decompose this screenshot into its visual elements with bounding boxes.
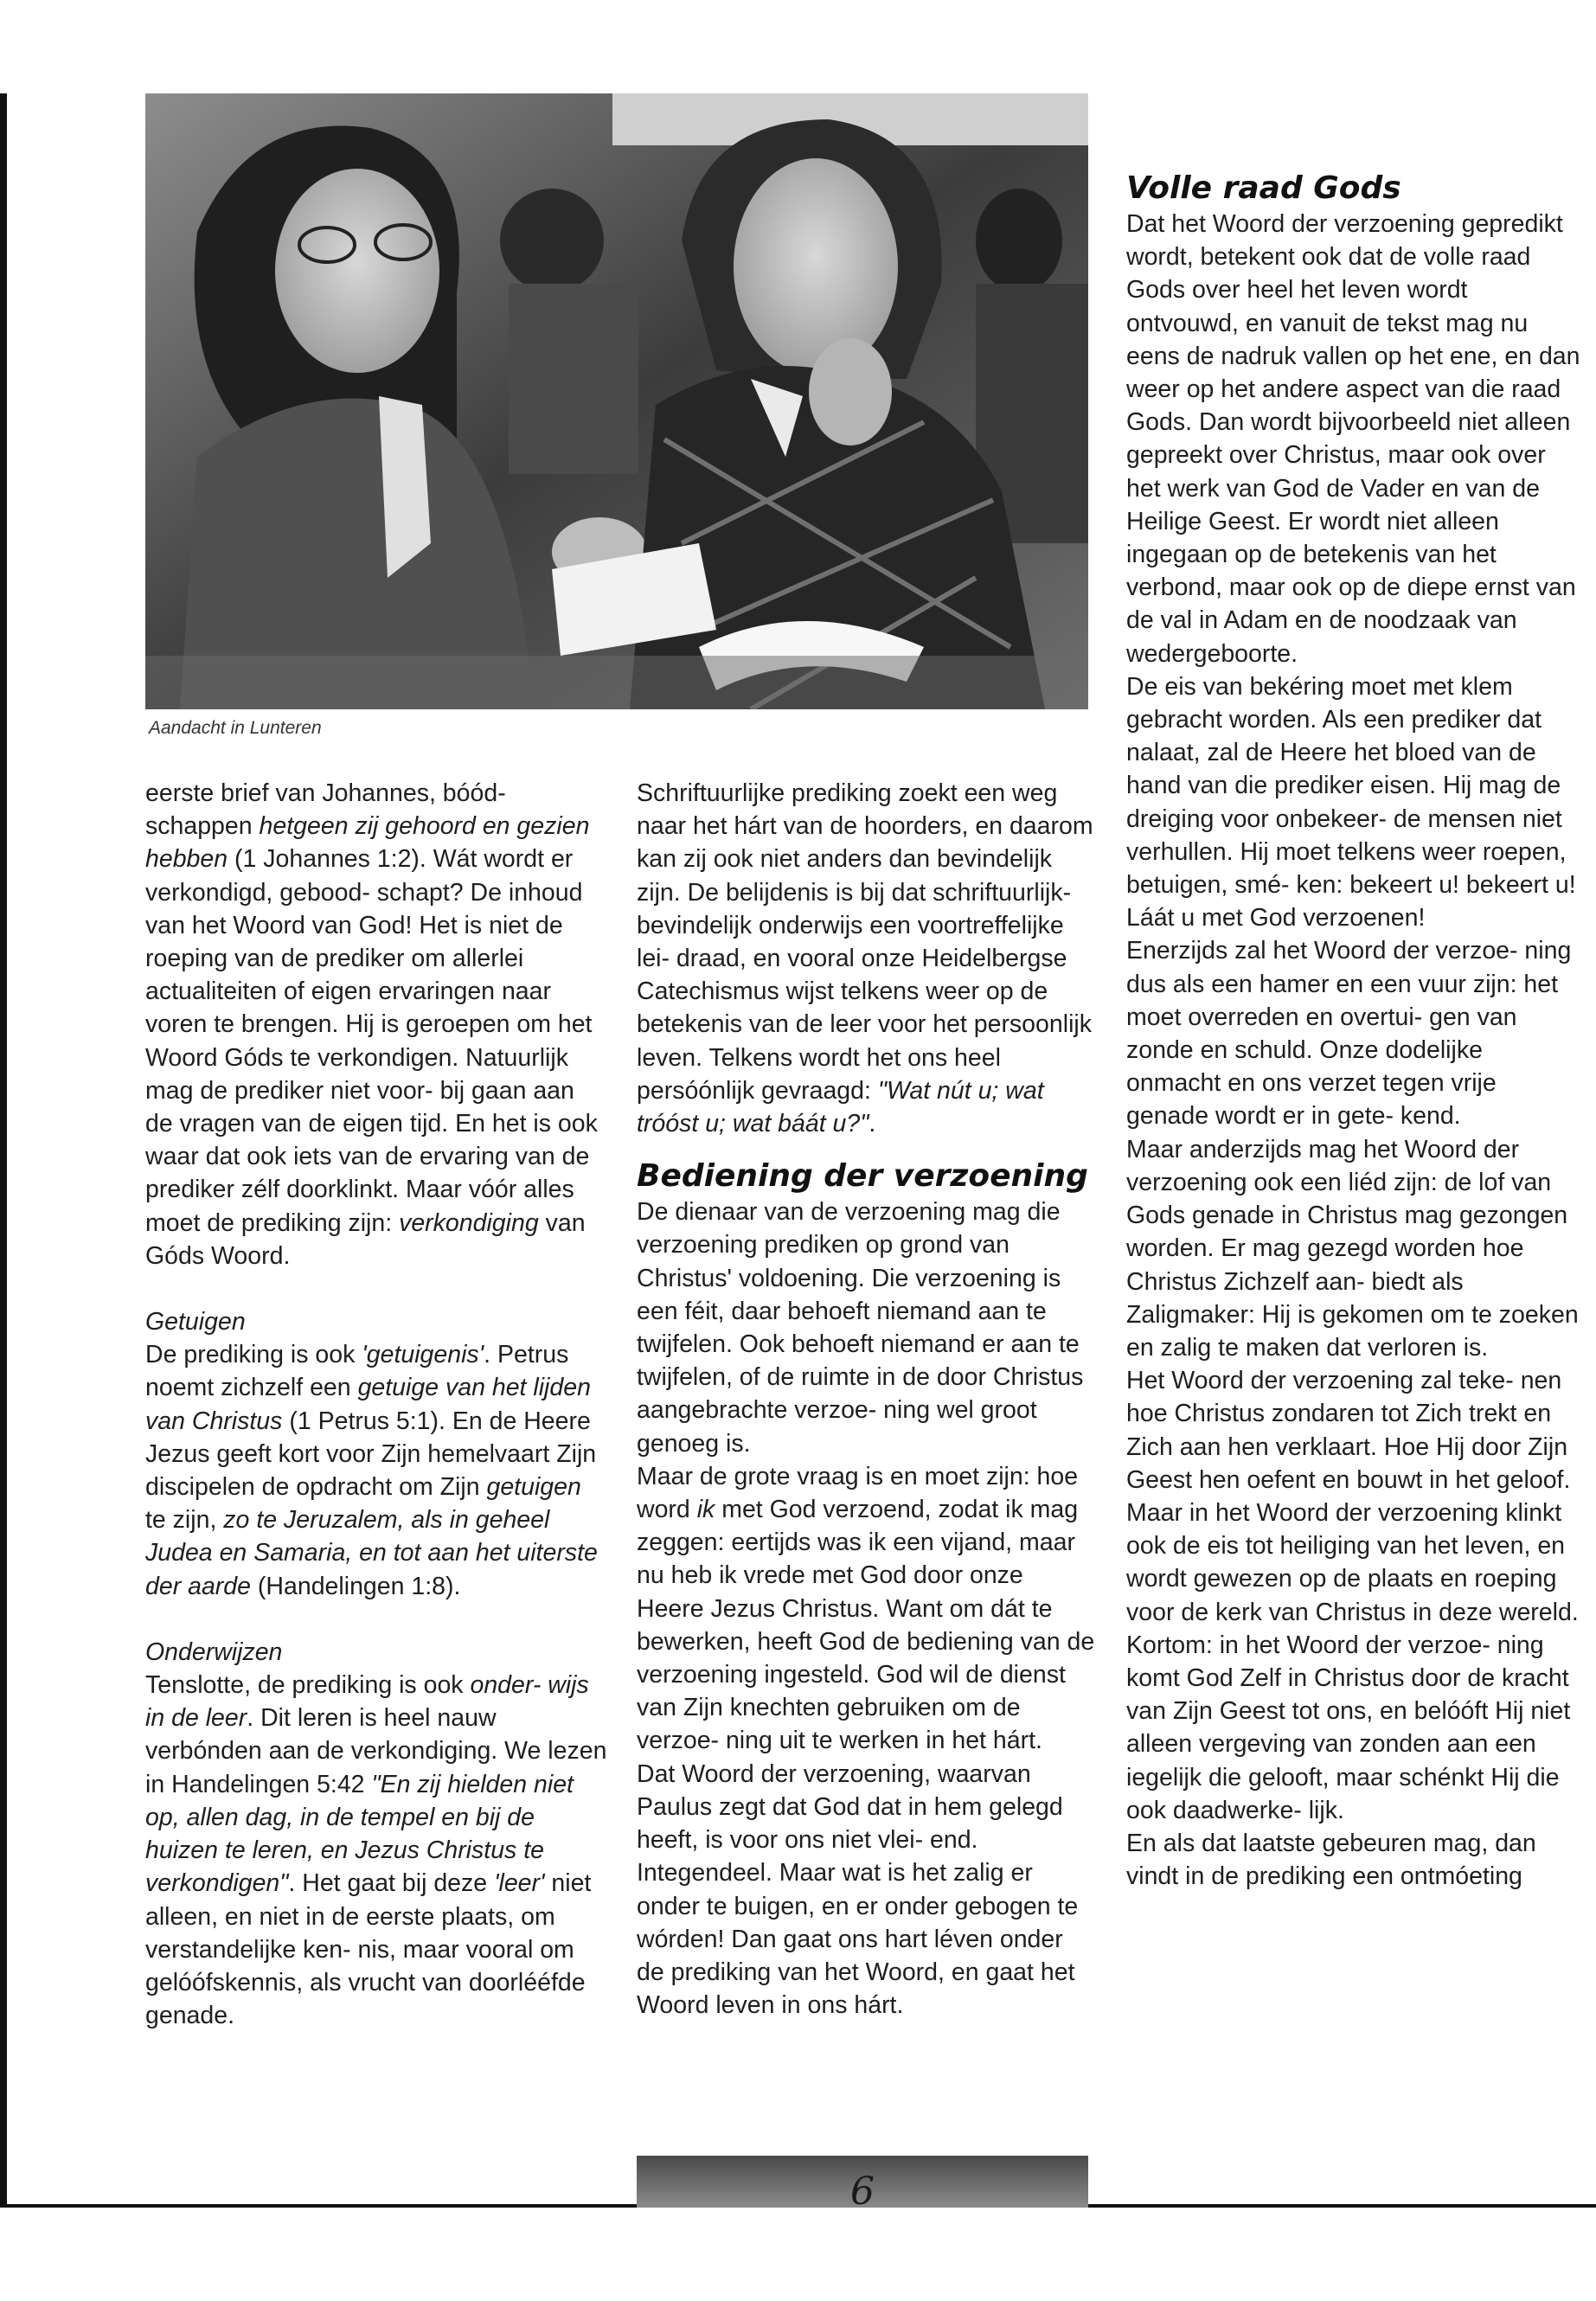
paragraph: Het Woord der verzoening zal teke- nen hoe Christus zondaren tot Zich trekt en Zich aan hen verklaart. Hoe Hij door Zijn Geest hen oefent en bouwt in het geloof.: [1126, 1367, 1571, 1494]
paragraph: De prediking is ook 'getuigenis'. Petrus noemt zichzelf een getuige van het lijden van Christus (1 Petrus 5:1). En de Heere Jezus geeft kort voor Zijn hemelvaart Zijn discipelen de opdracht om Zijn getuigen te zijn, zo te Jeruzalem, als in geheel Judea en Samaria, en tot aan het uiterste der aarde (Handelingen 1:8).: [145, 1341, 598, 1600]
section-heading-volle-raad: Volle raad Gods: [1126, 170, 1401, 206]
page-number-bar: [637, 2156, 1088, 2208]
paragraph: eerste brief van Johannes, bóód- schappen hetgeen zij gehoord en gezien hebben (1 Johannes 1:2). Wát wordt er verkondigd, gebood- schapt? De inhoud van het Woord van God! Het is niet de roeping van de prediker om allerlei actualiteiten of eigen ervaringen naar voren te brengen. Hij is geroepen om het Woord Góds te verkondigen. Natuurlijk mag de prediker niet voor- bij gaan aan de vragen van de eigen tijd. En het is ook waar dat ook iets van de ervaring van de prediker zélf doorklinkt. Maar vóór alles moet de prediking zijn: verkondiging van Góds Woord.: [145, 779, 598, 1270]
paragraph: En als dat laatste gebeuren mag, dan vindt in de prediking een ontmóeting: [1126, 1829, 1536, 1891]
photo-two-women: [145, 93, 1088, 709]
paragraph: Maar de grote vraag is en moet zijn: hoe word ik met God verzoend, zodat ik mag zeggen: eertijds was ik een vijand, maar nu heb ik vrede met God door onze Heere Jezus Christus. Want om dát te bewerken, heeft God de bediening van de verzoening ingesteld. God wil de dienst van Zijn knechten gebruiken om de verzoe- ning uit te werken in het hárt.: [637, 1462, 1095, 1755]
page-number: 6: [850, 2170, 875, 2208]
text-column-2: [637, 777, 1095, 2022]
paragraph: Dat het Woord der verzoening gepredikt wordt, betekent ook dat de volle raad Gods over heel het leven wordt ontvouwd, en vanuit de tekst mag nu eens de nadruk vallen op het ene, en dan weer op het andere aspect van die raad Gods. Dan wordt bijvoorbeeld niet alleen gepreekt over Christus, maar ook over het werk van God de Vader en van de Heilige Geest. Er wordt niet alleen ingegaan op de betekenis van het verbond, maar ook op de diepe ernst van de val in Adam en de noodzaak van wedergeboorte.: [1126, 210, 1580, 668]
paragraph: Kortom: in het Woord der verzoe- ning komt God Zelf in Christus door de kracht van Zijn Geest tot ons, en belóóft Hij niet alleen vergeving van zonden aan een iegelijk die gelooft, maar schénkt Hij die ook daadwerke- lijk.: [1126, 1631, 1571, 1824]
paragraph: Schriftuurlijke prediking zoekt een weg naar het hárt van de hoorders, en daarom kan zij ook niet anders dan bevindelijk zijn. De belijdenis is bij dat schriftuurlijk-bevindelijk onderwijs een voortreffelijke lei- draad, en vooral onze Heidelbergse Catechismus wijst telkens weer op de betekenis van de leer voor het persoonlijk leven. Telkens wordt het ons heel persóónlijk gevraagd: "Wat nút u; wat tróóst u; wat báát u?".: [637, 779, 1093, 1138]
subheading-onderwijzen: Onderwijzen: [145, 1638, 283, 1666]
photo-illustration: [145, 93, 1088, 709]
section-heading-bediening: Bediening der verzoening: [637, 1158, 1088, 1195]
paragraph: Dat Woord der verzoening, waarvan Paulus zegt dat God dat in hem gelegd heeft, is voor ons niet vlei- end. Integendeel. Maar wat is het zalig er onder te buigen, en er onder gebogen te wórden! Dan gaat ons hart léven onder de prediking van het Woord, en gaat het Woord leven in ons hárt.: [637, 1759, 1079, 2020]
paragraph: Maar anderzijds mag het Woord der verzoening ook een liéd zijn: de lof van Gods genade in Christus mag gezongen worden. Er mag gezegd worden hoe Christus Zichzelf aan- biedt als Zaligmaker: Hij is gekomen om te zoeken en zalig te maken dat verloren is.: [1126, 1135, 1579, 1362]
paragraph: Enerzijds zal het Woord der verzoe- ning dus als een hamer en een vuur zijn: het moet overreden en overtui- gen van zonde en schuld. Onze dodelijke onmacht en ons verzet tegen vrije genade wordt er in gete- kend.: [1126, 937, 1572, 1131]
photo-caption: Aandacht in Lunteren: [149, 718, 322, 738]
scan-margin-top: [0, 0, 1596, 93]
subheading-getuigen: Getuigen: [145, 1308, 246, 1336]
text-column-1: [145, 777, 608, 2032]
paragraph: De eis van bekéring moet met klem gebracht worden. Als een prediker dat nalaat, zal de Heere het bloed van de hand van die prediker eisen. Hij mag de dreiging voor onbekeer- de mensen niet verhullen. Hij moet telkens weer roepen, betuigen, smé- ken: bekeert u! bekeert u! Láát u met God verzoenen!: [1126, 672, 1576, 933]
scan-edge-left: [0, 93, 7, 2204]
text-column-3: [1126, 170, 1580, 1893]
paragraph: Tenslotte, de prediking is ook onder- wijs in de leer. Dit leren is heel nauw verbónden aan de verkondiging. We lezen in Handelingen 5:42 "En zij hielden niet op, allen dag, in de tempel en bij de huizen te leren, en Jezus Christus te verkondigen". Het gaat bij deze 'leer' niet alleen, en niet in de eerste plaats, om verstandelijke ken- nis, maar vooral om gelóófskennis, als vrucht van doorlééfde genade.: [145, 1671, 607, 2030]
paragraph: De dienaar van de verzoening mag die verzoening prediken op grond van Christus' voldoening. Die verzoening is een féit, daar behoeft niemand aan te twijfelen. Ook behoeft niemand er aan te twijfelen, of de ruimte in de door Christus aangebrachte verzoe- ning wel groot genoeg is.: [637, 1198, 1084, 1458]
paragraph: Maar in het Woord der verzoening klinkt ook de eis tot heiliging van het leven, en wordt gewezen op de plaats en roeping voor de kerk van Christus in deze wereld.: [1126, 1498, 1579, 1626]
